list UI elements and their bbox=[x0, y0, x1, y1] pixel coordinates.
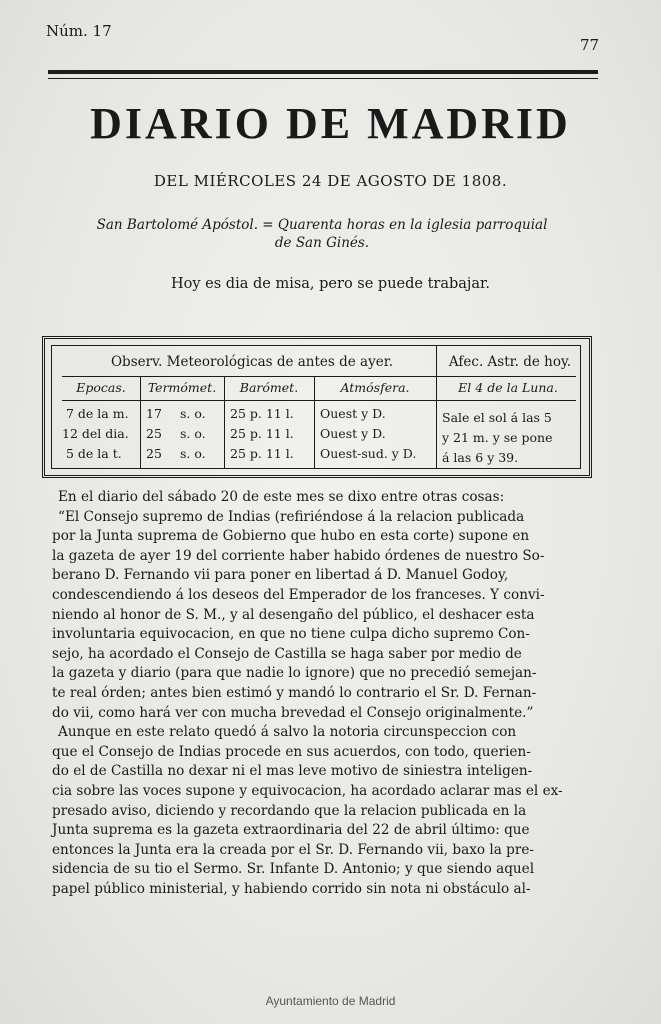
row3-barom: 25 p. 11 l. bbox=[230, 446, 294, 461]
row2-epoca: 12 del dia. bbox=[62, 426, 129, 441]
saint-line-1: San Bartolomé Apóstol. = Quarenta horas en la iglesia parroquial bbox=[96, 217, 548, 233]
observations-header: Observ. Meteorológicas de antes de ayer. bbox=[110, 354, 393, 370]
article-line: cia sobre las voces supone y equivocacion, ha acordado aclarar mas el ex- bbox=[52, 782, 563, 799]
article-line: la gazeta y diario (para que nadie lo ignore) que no precedió semejan- bbox=[52, 665, 537, 682]
weather-table bbox=[42, 336, 592, 478]
article-line: sidencia de su tio el Sermo. Sr. Infante D. Antonio; y que siendo aquel bbox=[52, 861, 535, 878]
article-line: por la Junta suprema de Gobierno que hubo en esta corte) supone en bbox=[52, 528, 530, 545]
col-barometro: Barómet. bbox=[239, 380, 299, 395]
article-line: condescendiendo á los deseos del Emperador de los franceses. Y convi- bbox=[52, 586, 545, 603]
row1-barom: 25 p. 11 l. bbox=[230, 406, 294, 421]
row2-term-val: 25 bbox=[146, 426, 162, 441]
dateline: DEL MIÉRCOLES 24 DE AGOSTO DE 1808. bbox=[153, 172, 508, 190]
col-epocas: Epocas. bbox=[76, 380, 126, 395]
article-line: involuntaria equivocacion, en que no tiene culpa dicho supremo Con- bbox=[52, 626, 530, 643]
lunar-line-1: Sale el sol á las 5 bbox=[442, 410, 552, 425]
row2-term-sign: s. o. bbox=[180, 426, 206, 441]
col-atmosfera: Atmósfera. bbox=[340, 380, 410, 395]
article-line: entonces la Junta era la creada por el Sr. D. Fernando vii, baxo la pre- bbox=[52, 841, 534, 858]
row3-atmos: Ouest-sud. y D. bbox=[320, 446, 417, 461]
row1-term-sign: s. o. bbox=[180, 406, 206, 421]
article-line: papel público ministerial, y habiendo corrido sin nota ni obstáculo al- bbox=[52, 880, 531, 897]
article-line: presado aviso, diciendo y recordando que la relacion publicada en la bbox=[52, 802, 527, 819]
article-line: Aunque en este relato quedó á salvo la notoria circunspeccion con bbox=[58, 724, 517, 741]
saint-line-2: de San Ginés. bbox=[274, 235, 370, 251]
article-line: Junta suprema es la gazeta extraordinaria del 22 de abril último: que bbox=[52, 822, 530, 839]
row1-epoca: 7 de la m. bbox=[66, 406, 129, 421]
article-line: niendo al honor de S. M., y al desengaño del público, el deshacer esta bbox=[52, 606, 535, 623]
row3-term-sign: s. o. bbox=[180, 446, 206, 461]
row3-term-val: 25 bbox=[146, 446, 162, 461]
article-body bbox=[52, 488, 586, 899]
article-line: sejo, ha acordado el Consejo de Castilla se haga saber por medio de bbox=[52, 645, 522, 662]
header-rule-thin bbox=[48, 78, 598, 79]
article-line: la gazeta de ayer 19 del corriente haber habido órdenes de nuestro So- bbox=[52, 547, 545, 564]
row3-epoca: 5 de la t. bbox=[66, 446, 122, 461]
row1-term-val: 17 bbox=[146, 406, 162, 421]
row2-barom: 25 p. 11 l. bbox=[230, 426, 294, 441]
page-number: 77 bbox=[580, 36, 600, 54]
article-line: berano D. Fernando vii para poner en libertad á D. Manuel Godoy, bbox=[52, 567, 509, 584]
lunar-line-2: y 21 m. y se pone bbox=[442, 430, 553, 445]
article-line: do vii, como hará ver con mucha brevedad el Consejo originalmente.” bbox=[52, 704, 534, 721]
mass-notice: Hoy es dia de misa, pero se puede trabajar. bbox=[171, 276, 490, 292]
article-line: do el de Castilla no dexar ni el mas leve motivo de siniestra inteligen- bbox=[52, 763, 533, 780]
article-line: En el diario del sábado 20 de este mes se dixo entre otras cosas: bbox=[58, 489, 505, 505]
lunar-line-3: á las 6 y 39. bbox=[442, 450, 519, 465]
table-divider bbox=[436, 346, 437, 468]
header-rule bbox=[48, 70, 598, 74]
article-line: “El Consejo supremo de Indias (refiriéndose á la relacion publicada bbox=[58, 508, 525, 525]
row2-atmos: Ouest y D. bbox=[320, 426, 386, 441]
article-line: te real órden; antes bien estimó y mandó lo contrario el Sr. D. Fernan- bbox=[52, 684, 537, 701]
issue-number: Núm. 17 bbox=[46, 22, 112, 40]
saint-line bbox=[62, 216, 582, 252]
footer-credit: Ayuntamiento de Madrid bbox=[265, 994, 396, 1008]
masthead-title: DIARIO DE MADRID bbox=[90, 99, 571, 148]
article-line: que el Consejo de Indias procede en sus acuerdos, con todo, querien- bbox=[52, 743, 531, 760]
lunar-info bbox=[442, 408, 578, 468]
col-luna: El 4 de la Luna. bbox=[458, 380, 558, 395]
weather-table-inner bbox=[51, 345, 581, 469]
col-termometro: Termómet. bbox=[147, 380, 217, 395]
astronomy-header: Afec. Astr. de hoy. bbox=[448, 354, 572, 370]
row1-atmos: Ouest y D. bbox=[320, 406, 386, 421]
